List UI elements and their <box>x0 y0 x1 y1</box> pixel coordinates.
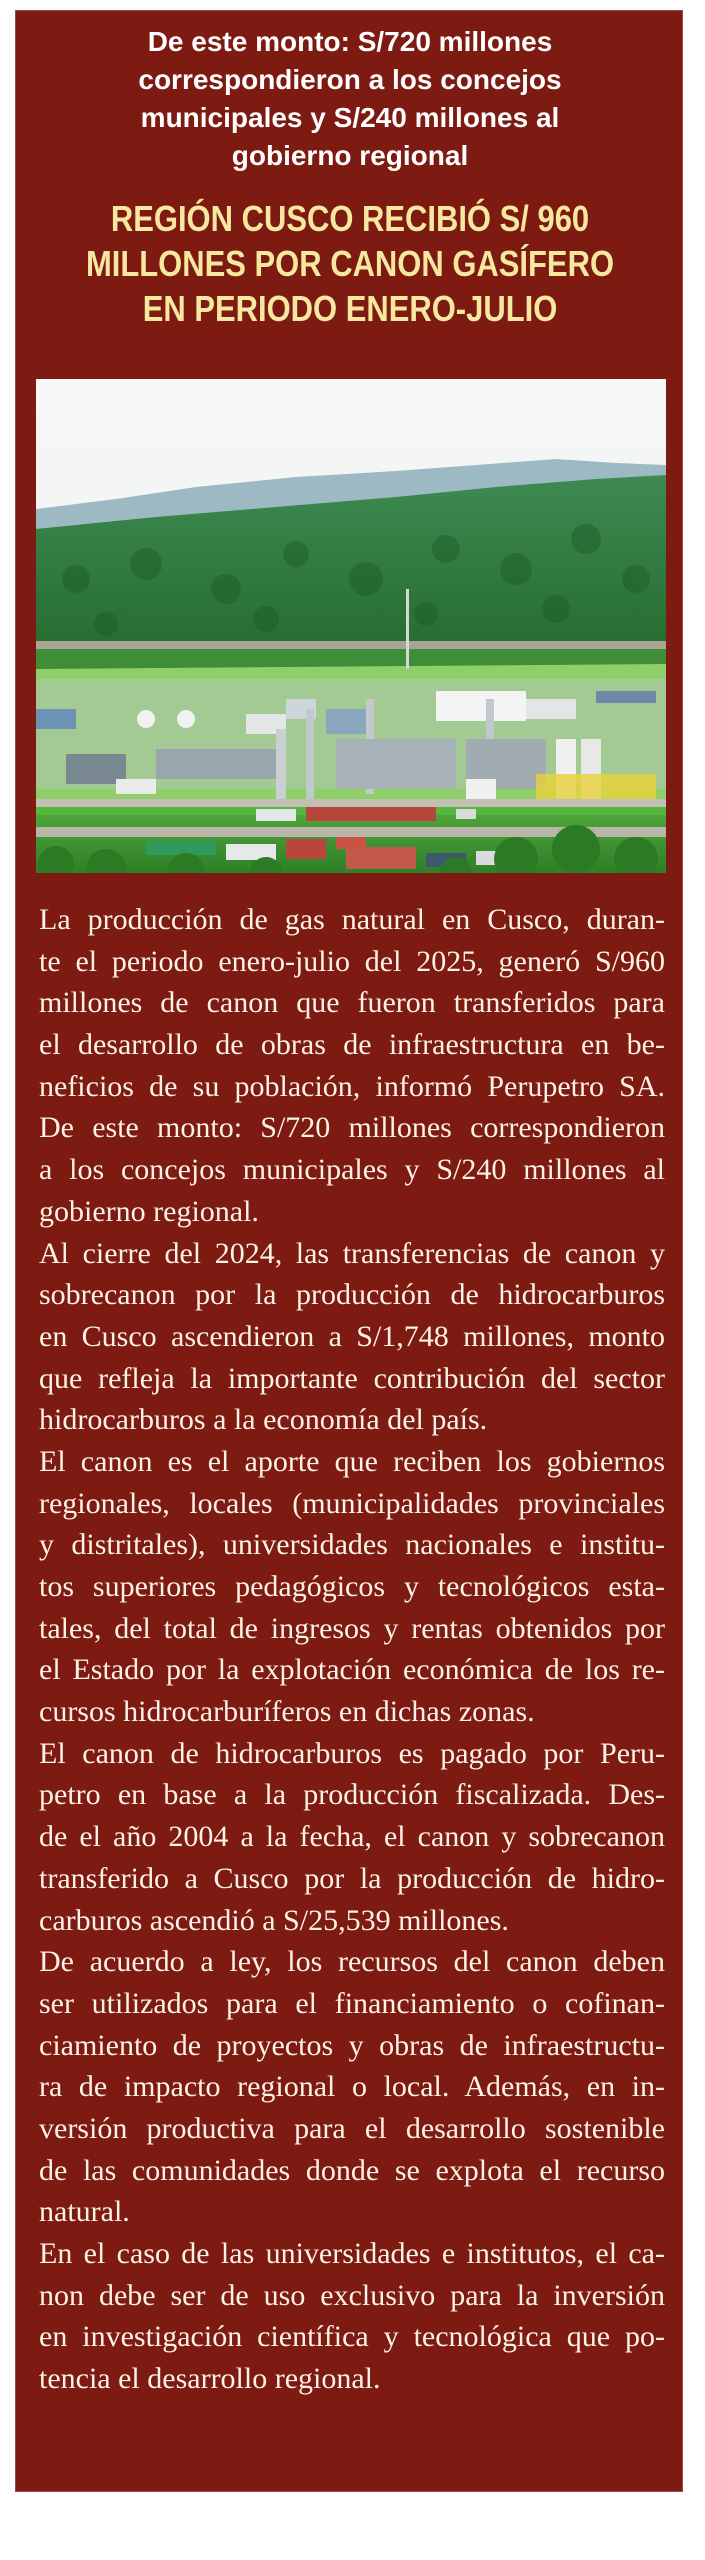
subtitle-line: municipales y S/240 millones al <box>140 102 560 133</box>
body-line: que refleja la importante contribución del sector <box>39 1361 665 1395</box>
body-line: de el año 2004 a la fecha, el canon y sobrecanon <box>39 1820 665 1854</box>
body-line: neficios de su población, informó Perupetro SA. <box>39 1069 665 1103</box>
body-line: natural. <box>39 2195 130 2229</box>
article-box <box>15 10 683 2492</box>
body-line: De acuerdo a ley, los recursos del canon deben <box>39 1945 665 1979</box>
body-line: non debe ser de uso exclusivo para la inversión <box>39 2278 665 2312</box>
headline-line: EN PERIODO ENERO-JULIO <box>142 288 558 329</box>
body-line: hidrocarburos a la economía del país. <box>39 1403 488 1437</box>
body-line: en investigación científica y tecnológica que po- <box>39 2320 665 2354</box>
body-line: transferido a Cusco por la producción de hidro- <box>39 1861 665 1895</box>
body-line: ser utilizados para el financiamiento o cofinan- <box>39 1986 665 2020</box>
body-line: millones de canon que fueron transferidos para <box>39 986 665 1020</box>
body-line: tencia el desarrollo regional. <box>39 2362 381 2396</box>
body-line: sobrecanon por la producción de hidrocarburos <box>39 1278 665 1312</box>
body-line: de las comunidades donde se explota el recurso <box>39 2153 665 2187</box>
body-line: y distritales), universidades nacionales e institu- <box>39 1528 665 1562</box>
body-line: el desarrollo de obras de infraestructura en be- <box>39 1028 665 1062</box>
body-line: ciamiento de proyectos y obras de infraestructu- <box>39 2028 665 2062</box>
body-line: En el caso de las universidades e institutos, el ca- <box>39 2237 665 2270</box>
aerial-plant-image <box>36 379 666 873</box>
body-line: el Estado por la explotación económica de los re- <box>39 1653 665 1687</box>
body-line: tales, del total de ingresos y rentas obtenidos por <box>39 1611 665 1645</box>
body-line: versión productiva para el desarrollo sostenible <box>39 2111 665 2145</box>
body-line: El canon de hidrocarburos es pagado por Peru- <box>39 1736 665 1770</box>
body-line: a los concejos municipales y S/240 millones al <box>39 1153 665 1187</box>
body-line: El canon es el aporte que reciben los gobiernos <box>39 1444 665 1478</box>
article-subtitle <box>16 23 684 175</box>
gas-plant-photo <box>36 379 666 873</box>
body-line: La producción de gas natural en Cusco, duran- <box>39 903 665 936</box>
body-line: Al cierre del 2024, las transferencias de canon y <box>39 1236 665 1270</box>
body-line: ra de impacto regional o local. Además, en in- <box>39 2070 665 2104</box>
subtitle-line: De este monto: S/720 millones <box>147 26 553 57</box>
body-line: tos superiores pedagógicos y tecnológicos esta- <box>39 1570 665 1603</box>
body-line: te el periodo enero-julio del 2025, generó S/960 <box>39 944 665 978</box>
body-line: gobierno regional. <box>39 1194 259 1228</box>
article-headline <box>63 196 637 331</box>
body-line: carburos ascendió a S/25,539 millones. <box>39 1903 509 1937</box>
subtitle-line: correspondieron a los concejos <box>138 64 562 95</box>
article-body <box>39 899 665 2400</box>
headline-line: REGIÓN CUSCO RECIBIÓ S/ 960 <box>110 198 590 239</box>
subtitle-line: gobierno regional <box>231 140 469 171</box>
body-line: petro en base a la producción fiscalizada. Des- <box>39 1778 665 1812</box>
body-line: en Cusco ascendieron a S/1,748 millones, monto <box>39 1319 665 1353</box>
headline-line: MILLONES POR CANON GASÍFERO <box>85 243 615 284</box>
body-line: cursos hidrocarburíferos en dichas zonas. <box>39 1695 535 1729</box>
body-line: De este monto: S/720 millones correspondieron <box>39 1111 665 1145</box>
body-line: regionales, locales (municipalidades provinciales <box>39 1486 665 1520</box>
